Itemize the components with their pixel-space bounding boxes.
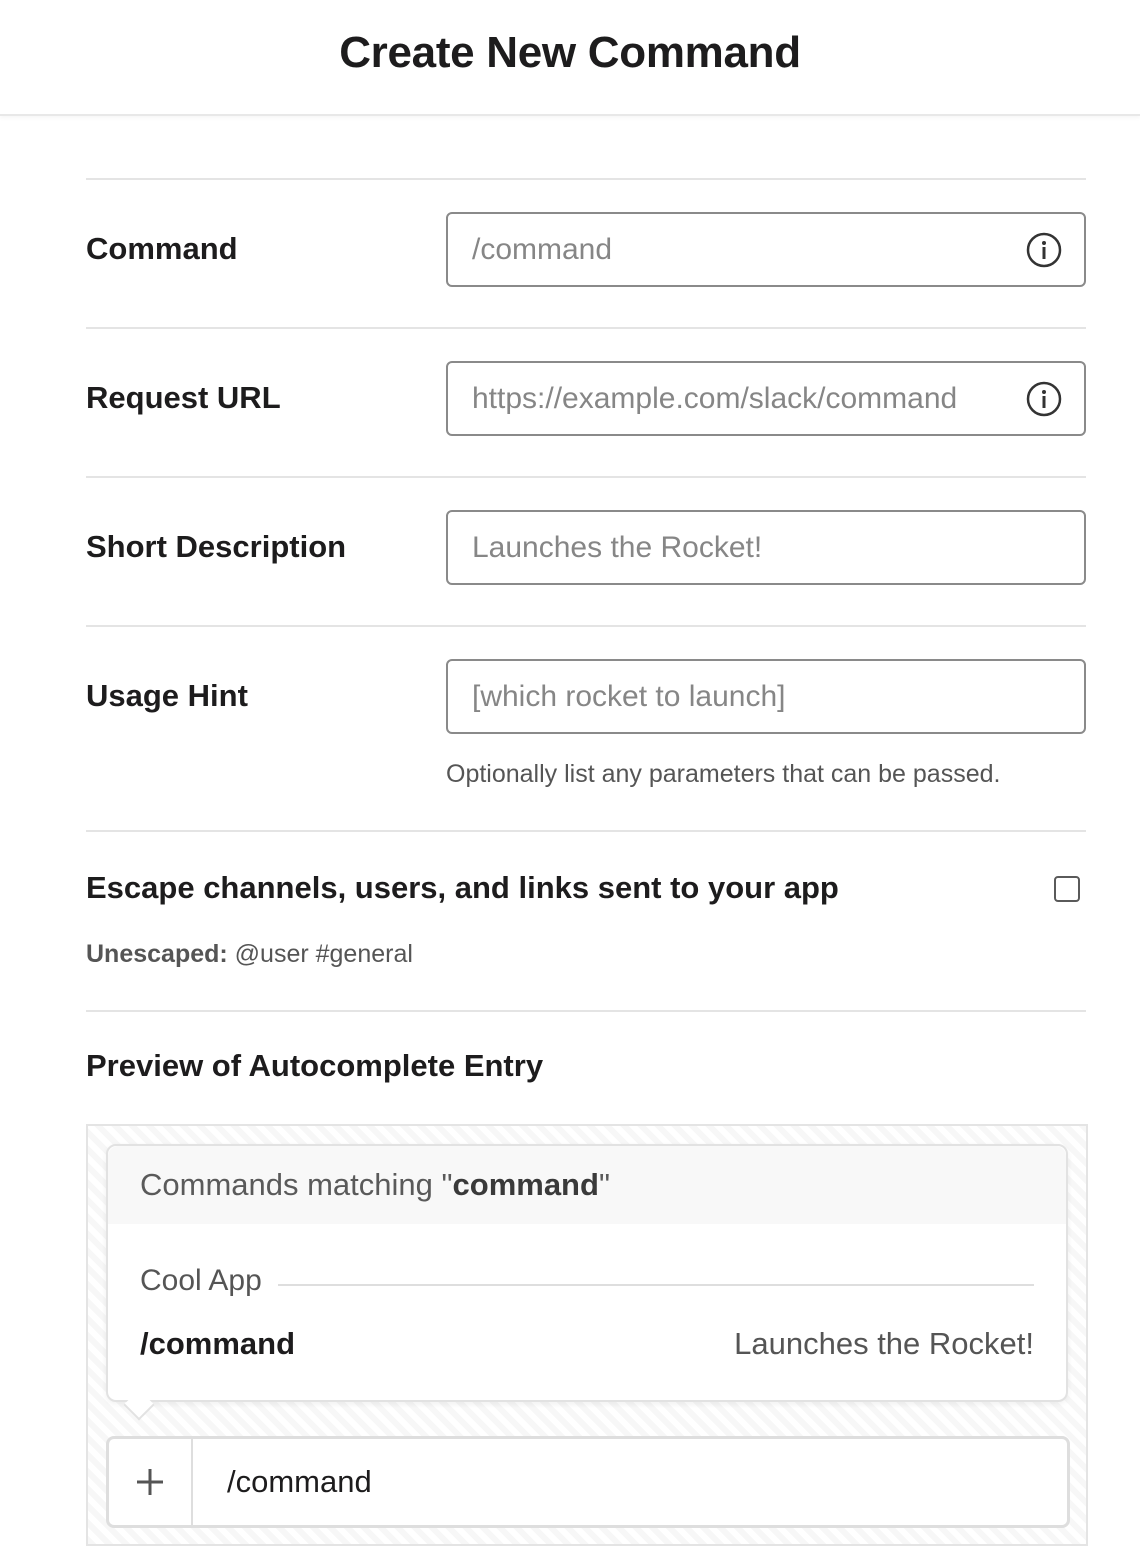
usage-hint-input[interactable] <box>472 661 1012 732</box>
short-description-field[interactable] <box>446 510 1086 585</box>
command-input[interactable] <box>472 214 1012 285</box>
divider <box>86 625 1086 627</box>
message-composer[interactable] <box>106 1436 1070 1528</box>
divider <box>86 1010 1086 1012</box>
autocomplete-header <box>108 1146 1066 1224</box>
plus-button[interactable] <box>109 1439 193 1525</box>
autocomplete-preview <box>86 1124 1088 1546</box>
request-url-input[interactable] <box>472 363 1012 434</box>
short-description-label: Short Description <box>86 529 347 564</box>
usage-hint-field[interactable] <box>446 659 1086 734</box>
page-header <box>0 0 1140 116</box>
page-title: Create New Command <box>339 28 801 77</box>
preview-title: Preview of Autocomplete Entry <box>86 1048 544 1083</box>
divider <box>86 830 1086 832</box>
divider <box>86 476 1086 478</box>
header-term: command <box>452 1167 599 1202</box>
escape-checkbox[interactable] <box>1054 876 1080 902</box>
header-prefix: Commands matching " <box>140 1167 453 1202</box>
escape-label: Escape channels, users, and links sent to your app <box>86 870 839 905</box>
autocomplete-command[interactable]: /command <box>140 1326 296 1361</box>
divider <box>86 327 1086 329</box>
divider <box>278 1284 1034 1286</box>
command-field[interactable] <box>446 212 1086 287</box>
autocomplete-description: Launches the Rocket! <box>734 1326 1034 1361</box>
usage-hint-label: Usage Hint <box>86 678 248 713</box>
unescaped-example <box>86 940 413 969</box>
unescaped-label: Unescaped: <box>86 940 228 968</box>
composer-text[interactable]: /command <box>227 1464 372 1499</box>
info-icon[interactable] <box>1026 381 1062 417</box>
autocomplete-popup <box>106 1144 1068 1402</box>
app-name: Cool App <box>140 1264 262 1297</box>
divider <box>86 178 1086 180</box>
command-label: Command <box>86 231 238 266</box>
short-description-input[interactable] <box>472 512 1012 583</box>
header-suffix: " <box>598 1167 610 1202</box>
unescaped-value: @user #general <box>234 940 413 968</box>
plus-icon <box>135 1467 165 1497</box>
request-url-label: Request URL <box>86 380 281 415</box>
usage-hint-help: Optionally list any parameters that can be passed. <box>446 760 1001 788</box>
info-icon[interactable] <box>1026 232 1062 268</box>
request-url-field[interactable] <box>446 361 1086 436</box>
